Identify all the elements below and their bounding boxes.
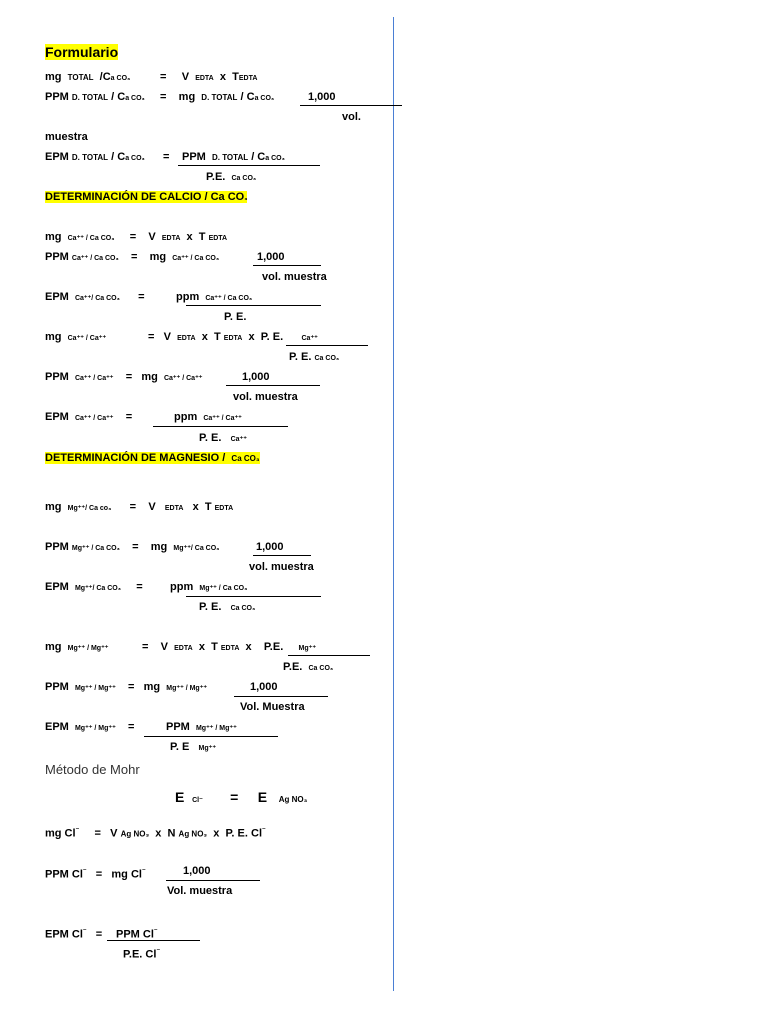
formula-epm-mg: EPM Mg⁺⁺/ Ca CO₃ =	[45, 581, 143, 593]
fraction-line	[186, 596, 321, 597]
page-margin-line	[393, 17, 394, 991]
page-title: Formulario	[45, 44, 119, 60]
epm-mg-numerator: ppm Mg⁺⁺ / Ca CO₃	[170, 581, 248, 593]
fraction-line	[286, 345, 368, 346]
ppm-ca-numerator: 1,000	[257, 251, 285, 263]
formula-epm-total: EPM D. TOTAL / Ca CO₃	[45, 151, 145, 163]
fraction-line	[300, 105, 402, 106]
epm-cl-denominator: P.E. Cl⁻	[123, 948, 161, 961]
formula-ppm-total: PPM D. TOTAL / Ca CO₃	[45, 91, 145, 103]
ppm-mg-mg-numerator: 1,000	[250, 681, 278, 693]
formula-mg-mg-mg-rhs: = V EDTA x T EDTA x P.E. Mg⁺⁺	[142, 641, 317, 653]
formula-ppm-total-rhs: = mg D. TOTAL / Ca CO₃	[160, 91, 275, 103]
formula-mg-ca-ca-rhs: = V EDTA x T EDTA x P. E. Ca⁺⁺	[148, 331, 318, 343]
ppm-cl-numerator: 1,000	[183, 865, 211, 877]
formula-epm-cl: EPM Cl⁻ =	[45, 928, 103, 941]
fraction-line	[178, 165, 320, 166]
fraction-line	[288, 655, 370, 656]
ppm-ca-ca-denominator: vol. muestra	[233, 391, 298, 403]
formula-mg-mg: mg Mg⁺⁺/ Ca co₃ = V EDTA x T EDTA	[45, 501, 234, 513]
epm-ca-ca-denominator: P. E. Ca⁺⁺	[199, 432, 247, 444]
fraction-line	[144, 736, 278, 737]
ppm-mg-numerator: 1,000	[256, 541, 284, 553]
mg-mg-mg-denominator: P.E. Ca CO₃	[283, 661, 334, 673]
ppm-cl-denominator: Vol. muestra	[167, 885, 233, 897]
epm-mg-mg-numerator: PPM Mg⁺⁺ / Mg⁺⁺	[166, 721, 237, 733]
fraction-line	[253, 555, 311, 556]
ppm-ca-ca-numerator: 1,000	[242, 371, 270, 383]
formula-mg-total: mg TOTAL /Ca CO₃	[45, 71, 131, 83]
formula-mg-cl: mg Cl⁻ = V Ag NO₃ x N Ag NO₃ x P. E. Cl⁻	[45, 827, 266, 840]
formula-mg-ca-ca: mg Ca⁺⁺ / Ca⁺⁺	[45, 331, 107, 343]
ppm-mg-denominator: vol. muestra	[249, 561, 314, 573]
epm-total-numerator: PPM D. TOTAL / Ca CO₃	[182, 151, 285, 163]
epm-ca-denominator: P. E.	[224, 311, 247, 323]
formula-ppm-ca-ca: PPM Ca⁺⁺ / Ca⁺⁺ = mg Ca⁺⁺ / Ca⁺⁺	[45, 371, 203, 383]
mg-ca-ca-denominator: P. E. Ca CO₃	[289, 351, 340, 363]
formula-mg-total-rhs: = V EDTA x TEDTA	[160, 71, 258, 83]
formula-mg-ca: mg Ca⁺⁺ / Ca CO₃ = V EDTA x T EDTA	[45, 231, 228, 243]
ppm-total-denominator: vol.	[342, 111, 361, 123]
section-heading-calcio: DETERMINACIÓN DE CALCIO / Ca CO₃	[45, 191, 248, 203]
epm-mg-denominator: P. E. Ca CO₃	[199, 601, 256, 613]
fraction-line	[226, 385, 320, 386]
ppm-mg-mg-denominator: Vol. Muestra	[240, 701, 305, 713]
epm-ca-numerator: ppm Ca⁺⁺ / Ca CO₃	[176, 291, 253, 303]
formula-mg-mg-mg: mg Mg⁺⁺ / Mg⁺⁺	[45, 641, 109, 653]
ppm-total-denominator-wrap: muestra	[45, 131, 88, 143]
epm-mg-mg-denominator: P. E Mg⁺⁺	[170, 741, 217, 753]
formula-epm-ca: EPM Ca⁺⁺/ Ca CO₃ =	[45, 291, 145, 303]
formula-ppm-mg: PPM Mg⁺⁺ / Ca CO₃ = mg Mg⁺⁺/ Ca CO₃	[45, 541, 220, 553]
ppm-total-numerator: 1,000	[308, 91, 336, 103]
fraction-line	[186, 305, 321, 306]
formula-epm-total-eq: =	[163, 151, 170, 163]
formula-ppm-cl: PPM Cl⁻ = mg Cl⁻	[45, 868, 146, 881]
fraction-line	[107, 940, 200, 941]
formula-epm-ca-ca: EPM Ca⁺⁺ / Ca⁺⁺ =	[45, 411, 133, 423]
fraction-line	[234, 696, 328, 697]
section-heading-mohr: Método de Mohr	[45, 762, 140, 777]
formula-ppm-mg-mg: PPM Mg⁺⁺ / Mg⁺⁺ = mg Mg⁺⁺ / Mg⁺⁺	[45, 681, 208, 693]
fraction-line	[253, 265, 321, 266]
section-heading-magnesio: DETERMINACIÓN DE MAGNESIO / Ca CO₃	[45, 452, 260, 464]
epm-cl-numerator: PPM Cl⁻	[116, 928, 158, 941]
fraction-line	[166, 880, 260, 881]
ppm-ca-denominator: vol. muestra	[262, 271, 327, 283]
fraction-line	[153, 426, 288, 427]
formula-epm-mg-mg: EPM Mg⁺⁺ / Mg⁺⁺ =	[45, 721, 135, 733]
formula-ppm-ca: PPM Ca⁺⁺ / Ca CO₃ = mg Ca⁺⁺ / Ca CO₃	[45, 251, 220, 263]
epm-total-denominator: P.E. Ca CO₃	[206, 171, 257, 183]
formula-mohr-equivalence: E Cl⁻ = E Ag NO₃	[175, 789, 308, 805]
epm-ca-ca-numerator: ppm Ca⁺⁺ / Ca⁺⁺	[174, 411, 242, 423]
